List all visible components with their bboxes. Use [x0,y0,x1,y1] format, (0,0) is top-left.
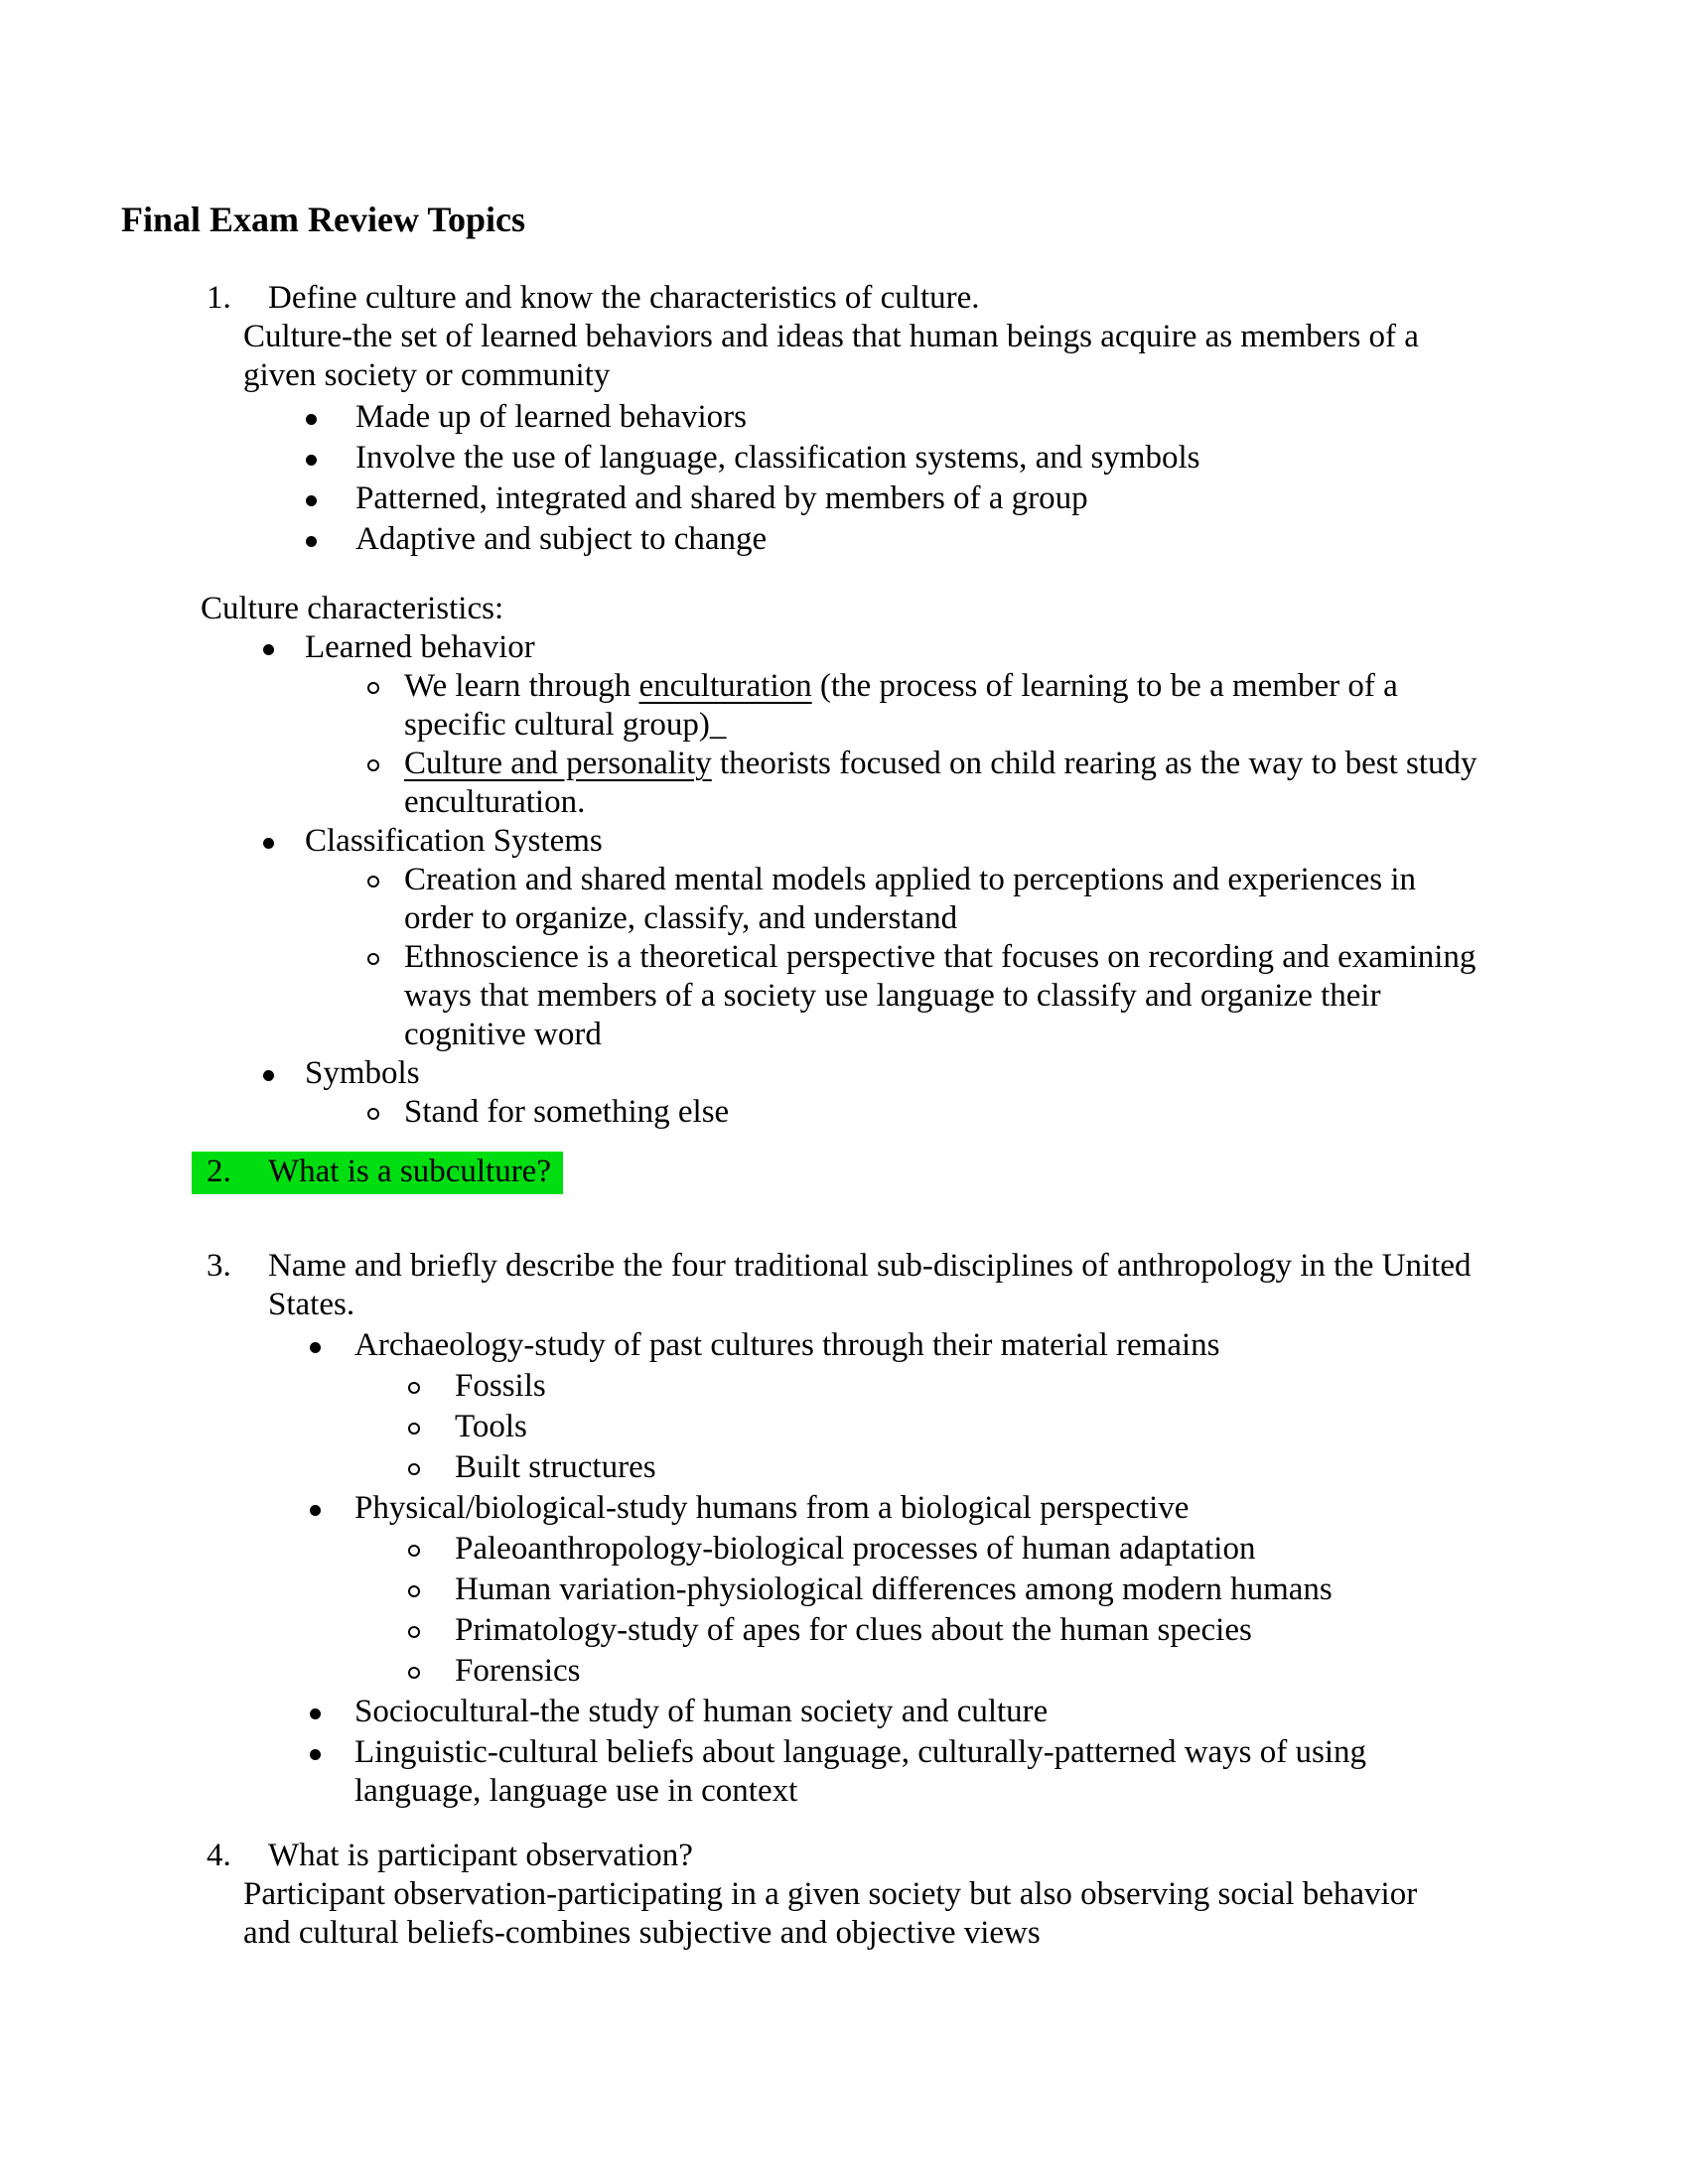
bullet-text: Archaeology-study of past cultures through their material remains [354,1327,1220,1363]
list-number-2: 2. [207,1154,231,1189]
question-4-line [207,1837,1688,1875]
list-number-1: 1. [207,280,231,316]
bullet-icon [263,1054,305,1081]
circle-bullet-icon [408,1448,455,1475]
question-3-section [0,1247,1688,1811]
bullet-icon [306,398,355,425]
question-3-text: Name and briefly describe the four traditional sub-disciplines of anthropology in the United States. [268,1248,1472,1322]
question-1-bullet-list [0,398,1688,559]
circle-bullet-icon [367,1093,404,1120]
sub-bullet-item [367,1093,1688,1132]
bullet-icon [306,520,355,547]
bullet-icon [310,1489,354,1516]
bullet-item [306,479,1688,518]
bullet-text: Classification Systems [305,823,603,859]
bullet-item [306,439,1688,478]
bullet-item [306,520,1688,559]
bullet-text: Made up of learned behaviors [355,399,748,435]
sub-bullet-text: Human variation-physiological differences among modern humans [455,1571,1333,1607]
culture-characteristics-heading: Culture characteristics: [201,591,504,626]
plain-segment: theorists focused on child rearing as the way to best study enculturation. [404,746,1477,820]
bullet-icon [310,1326,354,1353]
bullet-text: Sociocultural-the study of human society and culture [354,1694,1049,1729]
underlined-term: enculturation [638,668,812,704]
sub-bullet-text: Stand for something else [404,1094,730,1130]
question-1-answer: Culture-the set of learned behaviors and ideas that human beings acquire as members of a given society or community [243,319,1419,393]
bullet-icon [306,439,355,466]
question-1-text: Define culture and know the characteristics of culture. [268,280,980,316]
sub-bullet-text: Primatology-study of apes for clues about the human species [455,1612,1252,1648]
sub-bullet-item [408,1408,1688,1446]
culture-characteristics-section [0,590,1688,1132]
circle-bullet-icon [367,861,404,887]
circle-bullet-icon [408,1611,455,1638]
bullet-text: Physical/biological-study humans from a biological perspective [354,1490,1190,1526]
circle-bullet-icon [367,667,404,694]
plain-segment: We learn through [404,668,639,704]
circle-bullet-icon [408,1652,455,1679]
sub-bullet-text: Fossils [455,1368,546,1404]
list-number-3: 3. [207,1248,231,1284]
bullet-text: Adaptive and subject to change [355,521,768,557]
question-4-section [0,1837,1688,1953]
sub-bullet-text [404,745,1491,822]
bullet-item-symbols [263,1054,1688,1093]
plain-segment: (the process of learning to be a member of a specific cultural group) [404,668,1398,743]
question-3-line [207,1247,1688,1324]
sub-bullet-text: Paleoanthropology-biological processes of human adaptation [455,1531,1256,1567]
list-number-4: 4. [207,1838,231,1873]
sub-bullet-item [408,1367,1688,1406]
circle-bullet-icon [367,745,404,771]
bullet-text: Patterned, integrated and shared by members of a group [355,480,1088,516]
green-highlight [192,1152,563,1194]
bullet-item-physical-biological [310,1489,1688,1528]
sub-bullet-item [367,667,1688,745]
bullet-item-learned-behavior [263,628,1688,667]
circle-bullet-icon [367,938,404,965]
bullet-text: Involve the use of language, classification systems, and symbols [355,440,1200,476]
bullet-text: Symbols [305,1055,420,1091]
bullet-item-archaeology [310,1326,1688,1365]
sub-bullet-item [367,938,1688,1054]
bullet-icon [306,479,355,506]
bullet-text: Learned behavior [305,629,535,665]
underline-mark: _ [709,707,727,743]
sub-bullet-text: Ethnoscience is a theoretical perspective that focuses on recording and examining ways that members of a society use language to classify and organize their cognitive word [404,939,1477,1052]
question-4-text: What is participant observation? [268,1838,693,1873]
question-2-text: What is a subculture? [268,1154,551,1189]
bullet-text: Linguistic-cultural beliefs about language, culturally-patterned ways of using language, language use in context [354,1734,1367,1809]
bullet-item-classification-systems [263,822,1688,861]
sub-bullet-text: Tools [455,1409,527,1444]
circle-bullet-icon [408,1570,455,1597]
sub-bullet-text: Forensics [455,1653,581,1689]
sub-bullet-item [367,745,1688,822]
sub-bullet-item [408,1611,1688,1650]
bullet-icon [310,1693,354,1719]
sub-bullet-text: Creation and shared mental models applied to perceptions and experiences in order to organize, classify, and understand [404,862,1416,936]
sub-bullet-item [408,1652,1688,1691]
question-1-line [207,279,1688,318]
circle-bullet-icon [408,1408,455,1434]
circle-bullet-icon [408,1530,455,1557]
bullet-icon [263,628,305,655]
sub-bullet-item [408,1530,1688,1569]
sub-bullet-text [404,667,1402,745]
bullet-item-sociocultural [310,1693,1688,1731]
underlined-term: Culture and personality [404,746,712,781]
circle-bullet-icon [408,1367,455,1394]
question-4-answer: Participant observation-participating in a given society but also observing social behavior and cultural beliefs-combines subjective and objective views [243,1876,1418,1951]
sub-bullet-item [408,1570,1688,1609]
bullet-item [306,398,1688,437]
bullet-icon [310,1733,354,1760]
sub-bullet-item [408,1448,1688,1487]
question-1-section [0,279,1688,559]
sub-bullet-item [367,861,1688,938]
document-title: Final Exam Review Topics [121,200,526,239]
question-2-section [192,1152,1688,1194]
sub-bullet-text: Built structures [455,1449,656,1485]
bullet-item-linguistic [310,1733,1688,1811]
bullet-icon [263,822,305,849]
